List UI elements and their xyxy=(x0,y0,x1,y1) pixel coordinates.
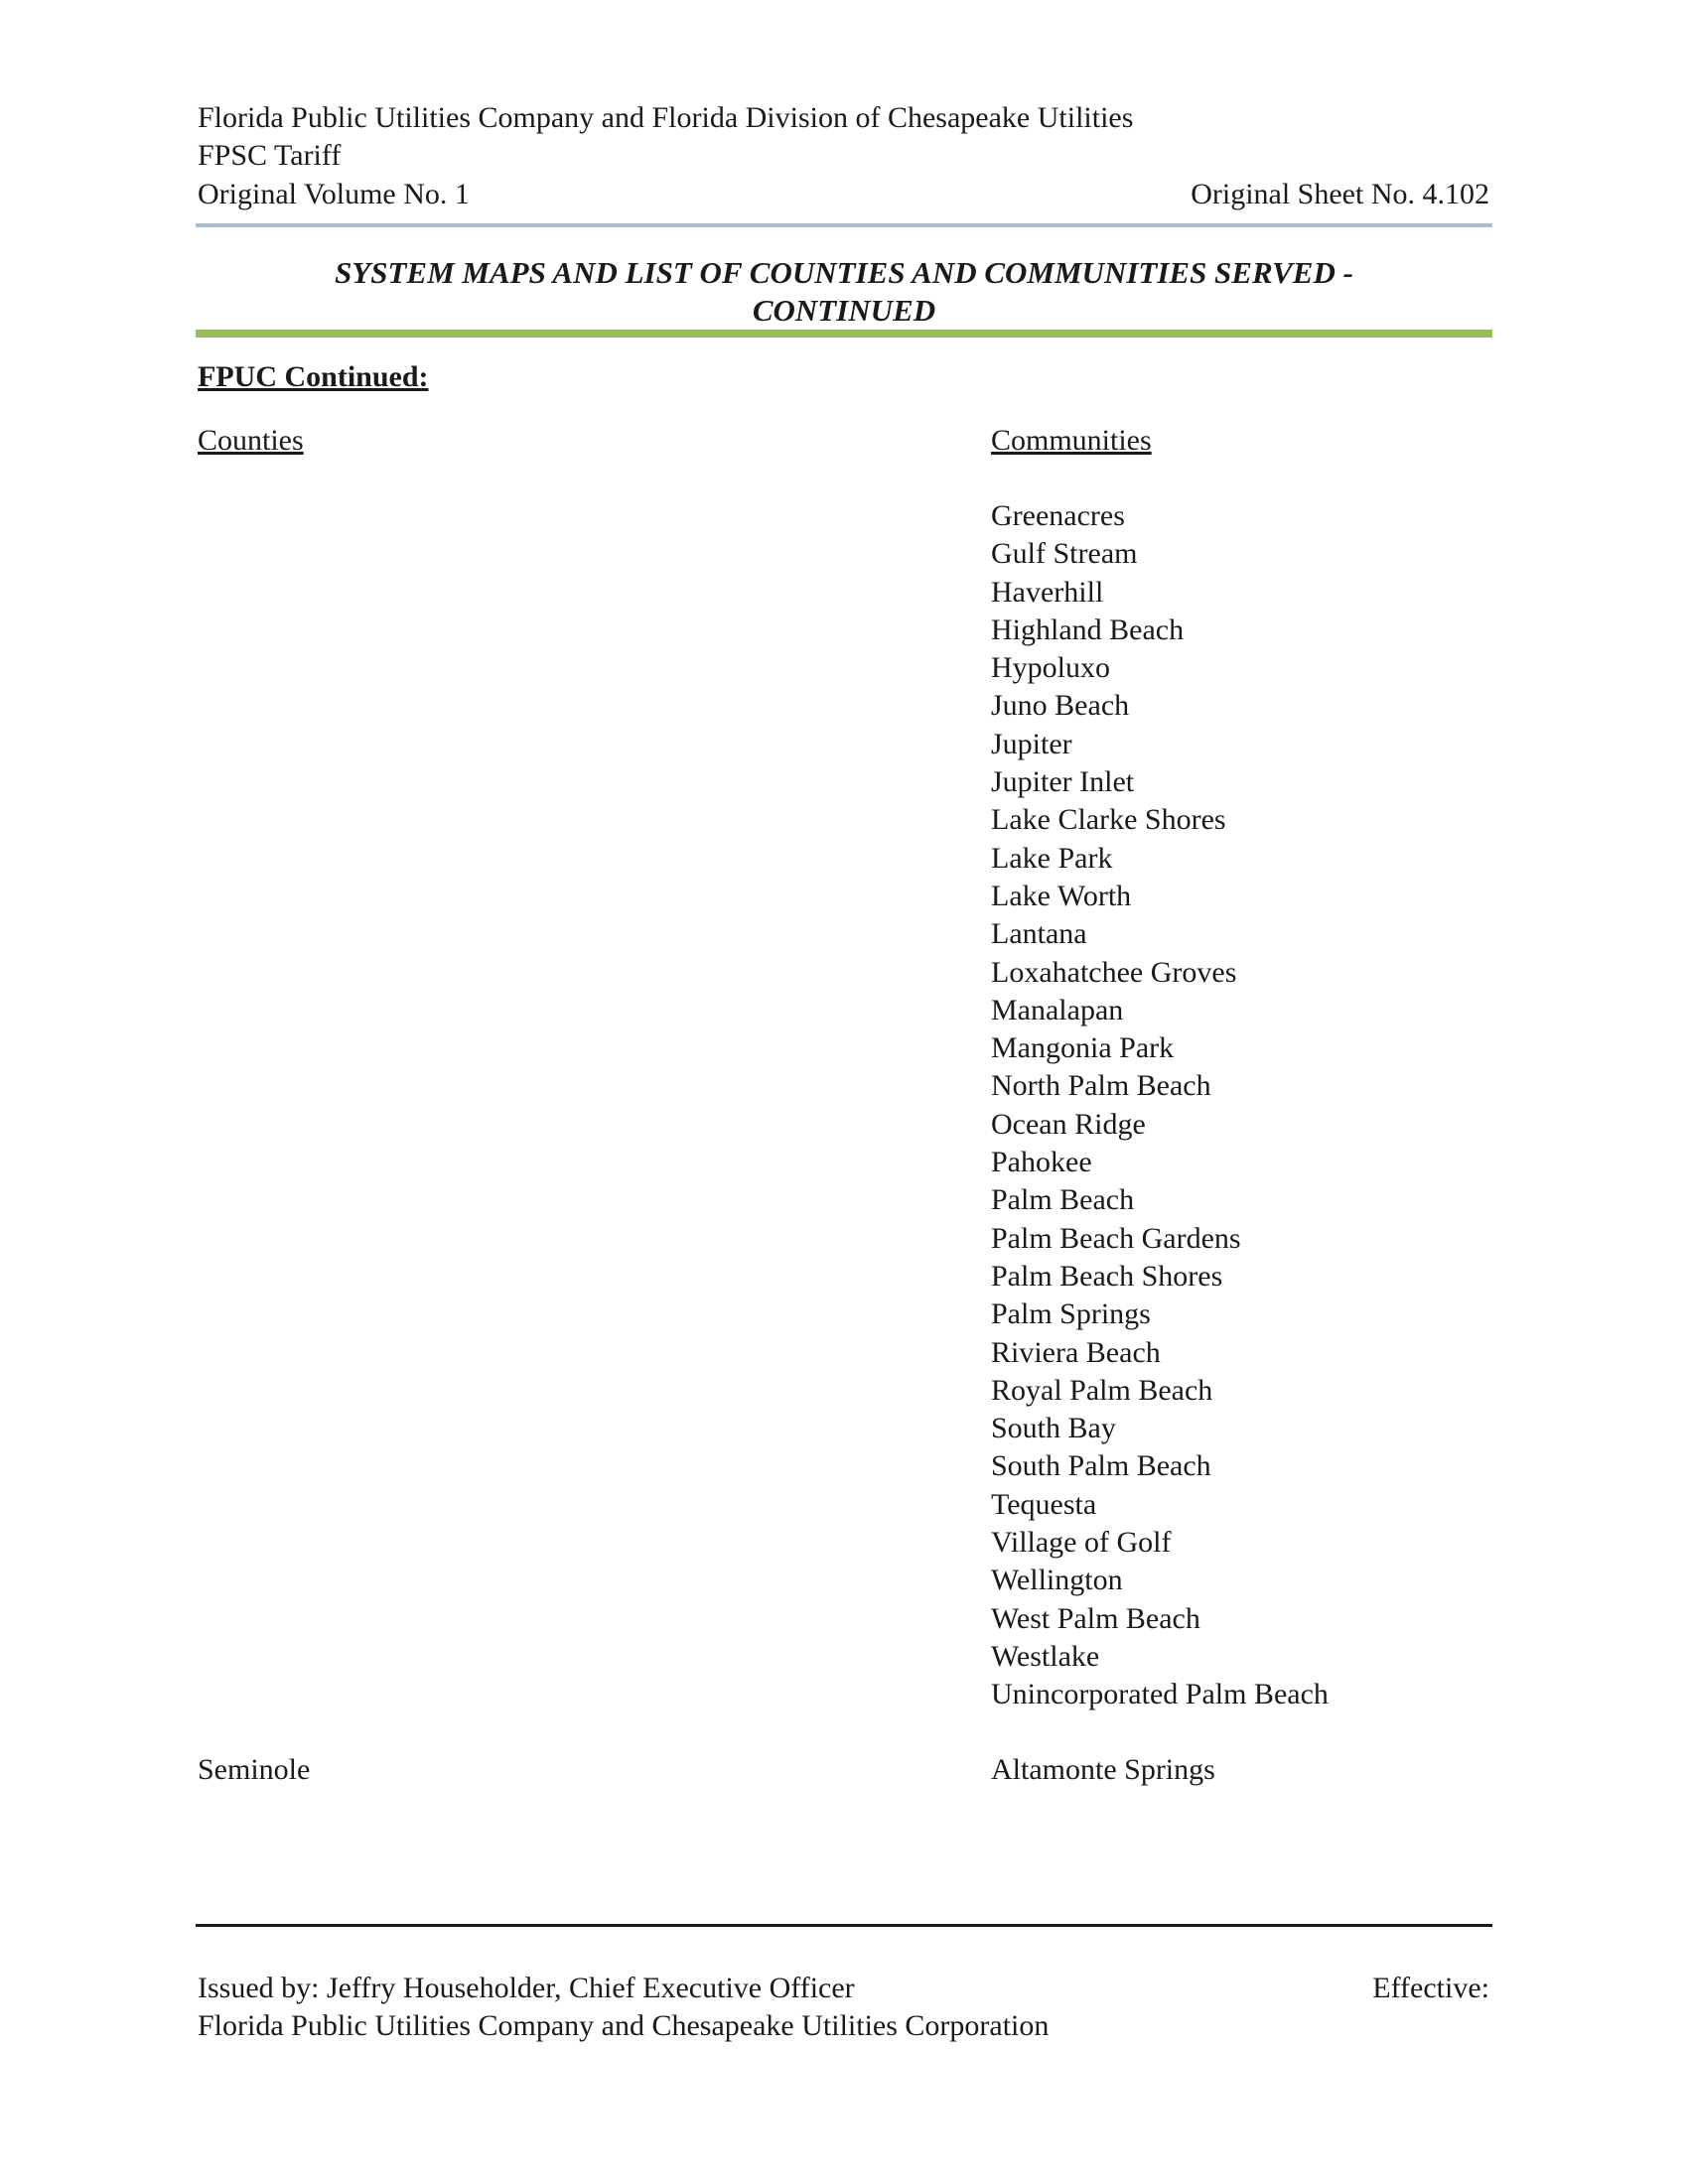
community-list-item: Wellington xyxy=(991,1564,1123,1597)
footer-divider xyxy=(196,1924,1492,1927)
footer-effective: Effective: xyxy=(1372,1972,1489,2004)
header-divider xyxy=(196,223,1492,227)
community-list-item: Palm Beach Gardens xyxy=(991,1221,1241,1255)
communities-column-heading: Communities xyxy=(991,424,1152,457)
community-list-item: Royal Palm Beach xyxy=(991,1373,1213,1407)
community-list-item: Palm Springs xyxy=(991,1297,1151,1331)
community-list-item: Mangonia Park xyxy=(991,1031,1175,1065)
community-list-item: South Palm Beach xyxy=(991,1449,1211,1483)
section-heading: FPUC Continued: xyxy=(198,360,429,393)
community-list-item: North Palm Beach xyxy=(991,1069,1211,1103)
community-list-item: Greenacres xyxy=(991,499,1125,532)
community-list-item: South Bay xyxy=(991,1412,1116,1445)
community-list-item: Haverhill xyxy=(991,575,1104,609)
community-list-item: Hypoluxo xyxy=(991,651,1110,685)
community-list-item: Lake Worth xyxy=(991,879,1132,912)
header-tariff: FPSC Tariff xyxy=(198,139,342,172)
header-company-name: Florida Public Utilities Company and Florida Division of Chesapeake Utilities xyxy=(198,101,1134,134)
community-list-item: Pahokee xyxy=(991,1146,1092,1179)
community-list xyxy=(991,497,1329,1714)
community-list-item: Manalapan xyxy=(991,993,1124,1026)
page-title-line-1: SYSTEM MAPS AND LIST OF COUNTIES AND COMMUNITIES SERVED - xyxy=(335,255,1353,290)
page-title-line-2: CONTINUED xyxy=(752,293,936,328)
header-volume: Original Volume No. 1 xyxy=(198,178,470,210)
footer-issued-by: Issued by: Jeffry Householder, Chief Executive Officer xyxy=(198,1972,855,2004)
footer-companies: Florida Public Utilities Company and Chesapeake Utilities Corporation xyxy=(198,2009,1050,2042)
community-list-item: Palm Beach xyxy=(991,1183,1135,1217)
community-list-item: Riviera Beach xyxy=(991,1335,1161,1369)
community-list-item: Village of Golf xyxy=(991,1526,1172,1560)
title-divider xyxy=(196,330,1492,338)
community-list-item: Jupiter xyxy=(991,727,1072,760)
community-list-item: Palm Beach Shores xyxy=(991,1259,1223,1293)
community-list-item: Highland Beach xyxy=(991,613,1185,646)
community-list-item: Loxahatchee Groves xyxy=(991,955,1237,989)
community-list-item: Unincorporated Palm Beach xyxy=(991,1678,1329,1711)
community-list-item: Lantana xyxy=(991,917,1087,951)
header-sheet-number: Original Sheet No. 4.102 xyxy=(1191,178,1489,210)
community-list-item: Gulf Stream xyxy=(991,537,1138,571)
community-list-item: Ocean Ridge xyxy=(991,1107,1146,1141)
community-name: Altamonte Springs xyxy=(991,1753,1215,1786)
community-list-item: West Palm Beach xyxy=(991,1601,1200,1635)
page-title xyxy=(248,254,1440,330)
community-list-item: Tequesta xyxy=(991,1487,1097,1521)
community-list-item: Lake Clarke Shores xyxy=(991,803,1226,837)
community-list-item: Lake Park xyxy=(991,841,1113,875)
community-list-item: Westlake xyxy=(991,1639,1100,1673)
community-list-item: Juno Beach xyxy=(991,689,1130,723)
counties-column-heading: Counties xyxy=(198,424,304,457)
community-list-item: Jupiter Inlet xyxy=(991,765,1135,799)
county-name: Seminole xyxy=(198,1753,311,1786)
